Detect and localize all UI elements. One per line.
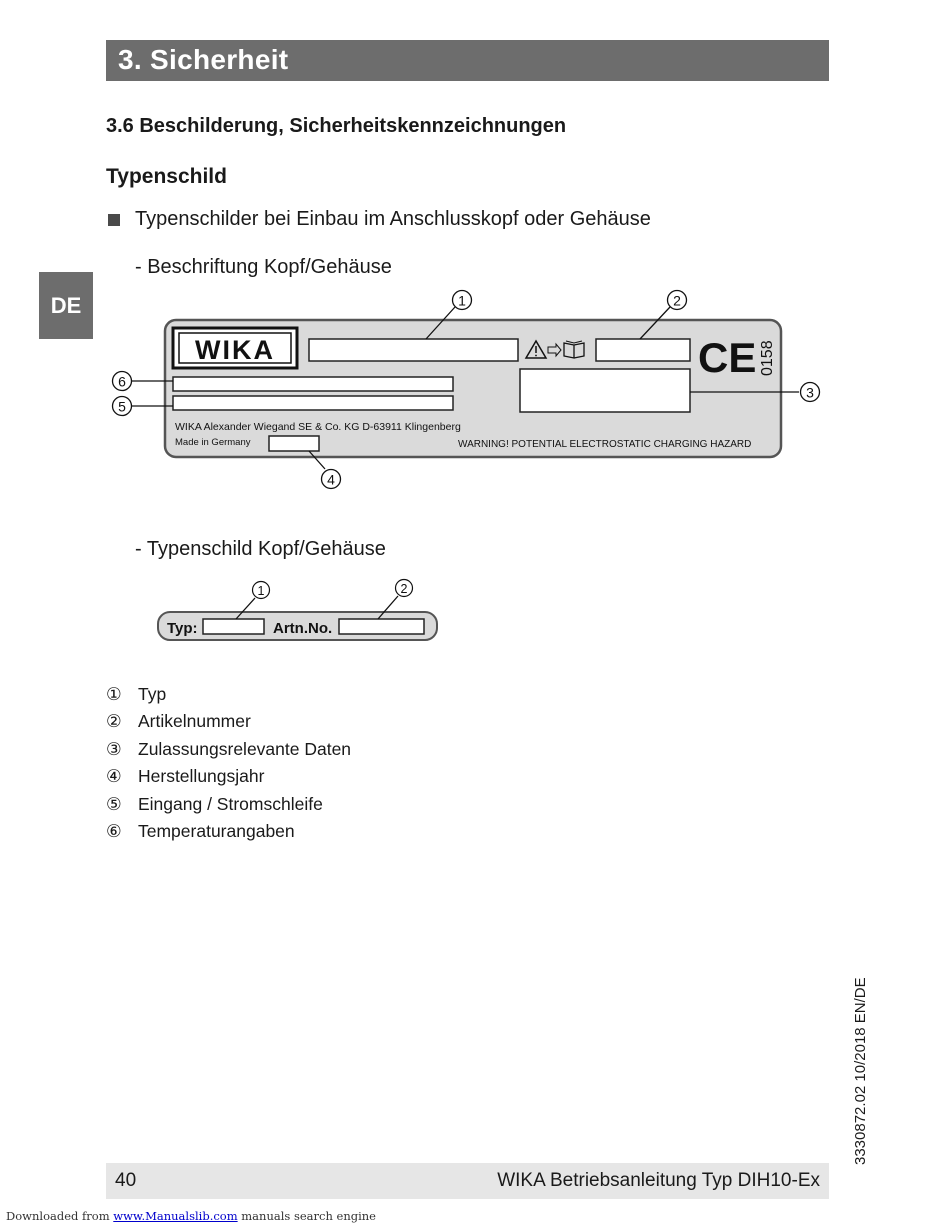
warning-text: WARNING! POTENTIAL ELECTROSTATIC CHARGING HAZARD [458,439,752,450]
legend-item [106,711,351,738]
callout-4-icon [322,470,341,489]
sub-label-typenschild: - Typenschild Kopf/Gehäuse [135,538,386,560]
legend-number: ⑥ [106,820,122,841]
ce-mark: CE [698,334,757,381]
language-tab-label: DE [50,293,82,318]
legend-text: Herstellungsjahr [138,766,265,787]
callout-6-icon [113,372,132,391]
legend-item [106,766,351,793]
svg-text:2: 2 [400,582,408,596]
legend-item [106,794,351,821]
footer-bar [106,1163,829,1199]
manufacturer-text: WIKA Alexander Wiegand SE & Co. KG D-63911 Klingenberg [175,421,461,433]
small-field-typ [203,619,264,634]
legend-text: Eingang / Stromschleife [138,793,323,814]
legend-item [106,684,351,711]
sub-label-beschriftung: - Beschriftung Kopf/Gehäuse [135,256,392,278]
subsection-title: 3.6 Beschilderung, Sicherheitskennzeichnungen [106,115,567,137]
svg-text:2: 2 [673,292,681,309]
field-zulassungsdaten [520,369,690,412]
legend-number: ④ [106,766,122,787]
bullet-text: Typenschilder bei Einbau im Anschlusskopf oder Gehäuse [135,208,651,230]
small-field-artn [339,619,424,634]
notified-body-number: 0158 [759,340,776,376]
field-typ [309,339,518,361]
manualslib-link[interactable]: www.Manualslib.com [113,1209,238,1223]
legend-item [106,821,351,848]
field-eingang [173,396,453,410]
small-callout-2-icon [396,580,413,597]
page-number: 40 [115,1170,137,1191]
download-note-suffix: manuals search engine [237,1209,376,1223]
field-artikelnummer [596,339,690,361]
svg-text:4: 4 [327,471,335,488]
svg-text:1: 1 [458,292,466,309]
field-temperatur [173,377,453,391]
typ-label: Typ: [167,620,198,637]
document-code: 3330872.02 10/2018 EN/DE [852,977,869,1165]
legend-number: ③ [106,738,122,759]
download-note-prefix: Downloaded from [6,1209,114,1223]
label-plate [165,320,781,457]
small-callout-1-icon [253,582,270,599]
callout-3-icon [801,383,820,402]
section-title: 3. Sicherheit [118,44,289,75]
svg-text:6: 6 [118,373,126,390]
callout-1-icon [453,291,472,310]
legend-number: ① [106,684,122,704]
svg-text:1: 1 [257,584,265,598]
legend-number: ② [106,711,122,732]
field-herstellungsjahr [269,436,319,451]
svg-text:5: 5 [118,398,126,415]
footer-doc-title: WIKA Betriebsanleitung Typ DIH10-Ex [497,1170,820,1191]
legend-text: Typ [138,684,167,704]
legend-item [106,739,351,766]
legend-text: Artikelnummer [138,711,251,732]
callout-5-icon [113,397,132,416]
callout-2-icon [668,291,687,310]
heading-typenschild: Typenschild [106,165,227,188]
legend-list [106,684,351,848]
small-type-plate [158,612,437,640]
made-in-text: Made in Germany [175,437,251,448]
wika-logo-text: WIKA [195,335,275,365]
artn-label: Artn.No. [273,620,333,637]
legend-text: Temperaturangaben [138,820,295,841]
legend-number: ⑤ [106,793,122,814]
download-note [6,1209,376,1223]
svg-text:3: 3 [806,384,814,401]
legend-text: Zulassungsrelevante Daten [138,738,352,759]
